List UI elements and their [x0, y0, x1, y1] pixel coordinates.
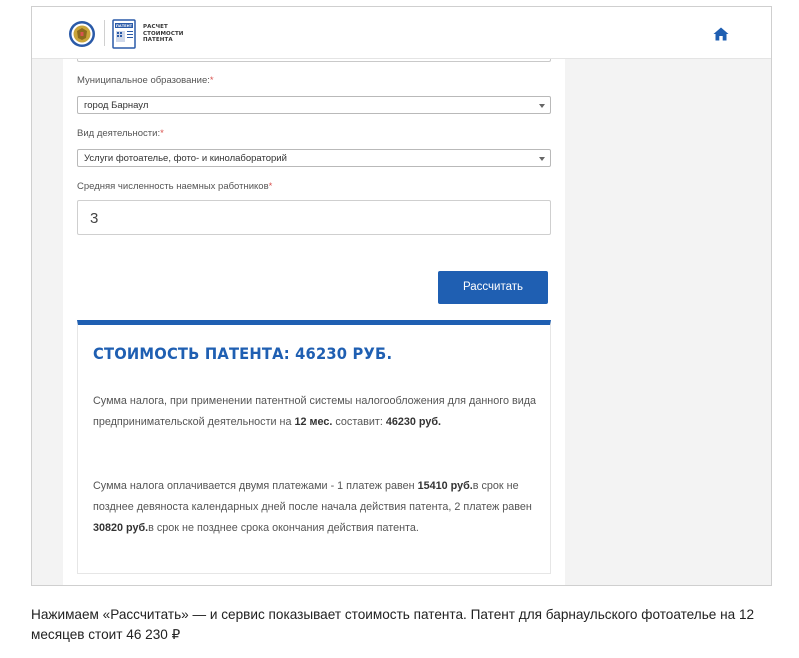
para2-text-c: в срок не позднее срока окончания действия патента.	[148, 522, 419, 534]
employees-input[interactable]: 3	[77, 200, 551, 235]
result-panel	[77, 320, 551, 574]
logo-separator	[104, 20, 105, 46]
home-icon[interactable]	[713, 27, 729, 41]
chevron-down-icon	[539, 104, 545, 108]
required-mark: *	[160, 128, 164, 139]
logo-text-line-1: РАСЧЕТ	[143, 24, 168, 30]
employees-label-text: Средняя численность наемных работников	[77, 181, 269, 192]
para1-amount: 46230 руб.	[385, 416, 442, 428]
calculator-form	[63, 47, 565, 586]
para2-text-b: в срок не позднее девяноста календарных дней после начала действия патента, 2 платеж равен	[93, 480, 532, 513]
activity-label	[77, 128, 164, 139]
logo-text	[143, 24, 193, 44]
para2-payment2: 30820 руб.	[93, 522, 149, 534]
calculate-button[interactable]: Рассчитать	[438, 271, 548, 304]
logo-text-line-3: ПАТЕНТА	[143, 37, 173, 43]
activity-value: Услуги фотоателье, фото- и кинолабораторий	[84, 153, 287, 164]
para1-text-b: составит:	[332, 416, 386, 428]
municipality-select[interactable]	[77, 96, 551, 114]
para2-payment1: 15410 руб.	[417, 480, 473, 492]
activity-select[interactable]	[77, 149, 551, 167]
municipality-label-text: Муниципальное образование:	[77, 75, 210, 86]
screenshot-frame	[31, 6, 772, 586]
patent-badge-text: ПАТЕНТ	[115, 24, 133, 29]
result-paragraph-1	[93, 391, 541, 433]
required-mark: *	[209, 75, 214, 86]
municipality-value: город Барнаул	[84, 100, 149, 111]
result-title: СТОИМОСТЬ ПАТЕНТА: 46230 РУБ.	[93, 344, 393, 363]
para1-text-a: Сумма налога, при применении патентной системы налогообложения для данного вида предпринимательской деятельности на	[93, 395, 537, 428]
logo-text-line-2: СТОИМОСТИ	[143, 30, 184, 37]
municipality-label	[77, 75, 214, 86]
employees-label	[77, 181, 272, 192]
required-mark: *	[268, 181, 273, 192]
result-paragraph-2	[93, 476, 541, 539]
activity-label-text: Вид деятельности:	[77, 128, 161, 139]
fns-emblem-icon[interactable]	[68, 19, 96, 49]
site-header	[32, 7, 771, 59]
patent-document-icon	[112, 19, 138, 49]
image-caption: Нажимаем «Рассчитать» — и сервис показывает стоимость патента. Патент для барнаульского фотоателье на 12 месяцев стоит 46 230 ₽	[31, 607, 755, 642]
chevron-down-icon	[539, 157, 545, 161]
para1-months: 12 мес.	[294, 416, 333, 428]
para2-text-a: Сумма налога оплачивается двумя платежами - 1 платеж равен	[93, 480, 418, 492]
